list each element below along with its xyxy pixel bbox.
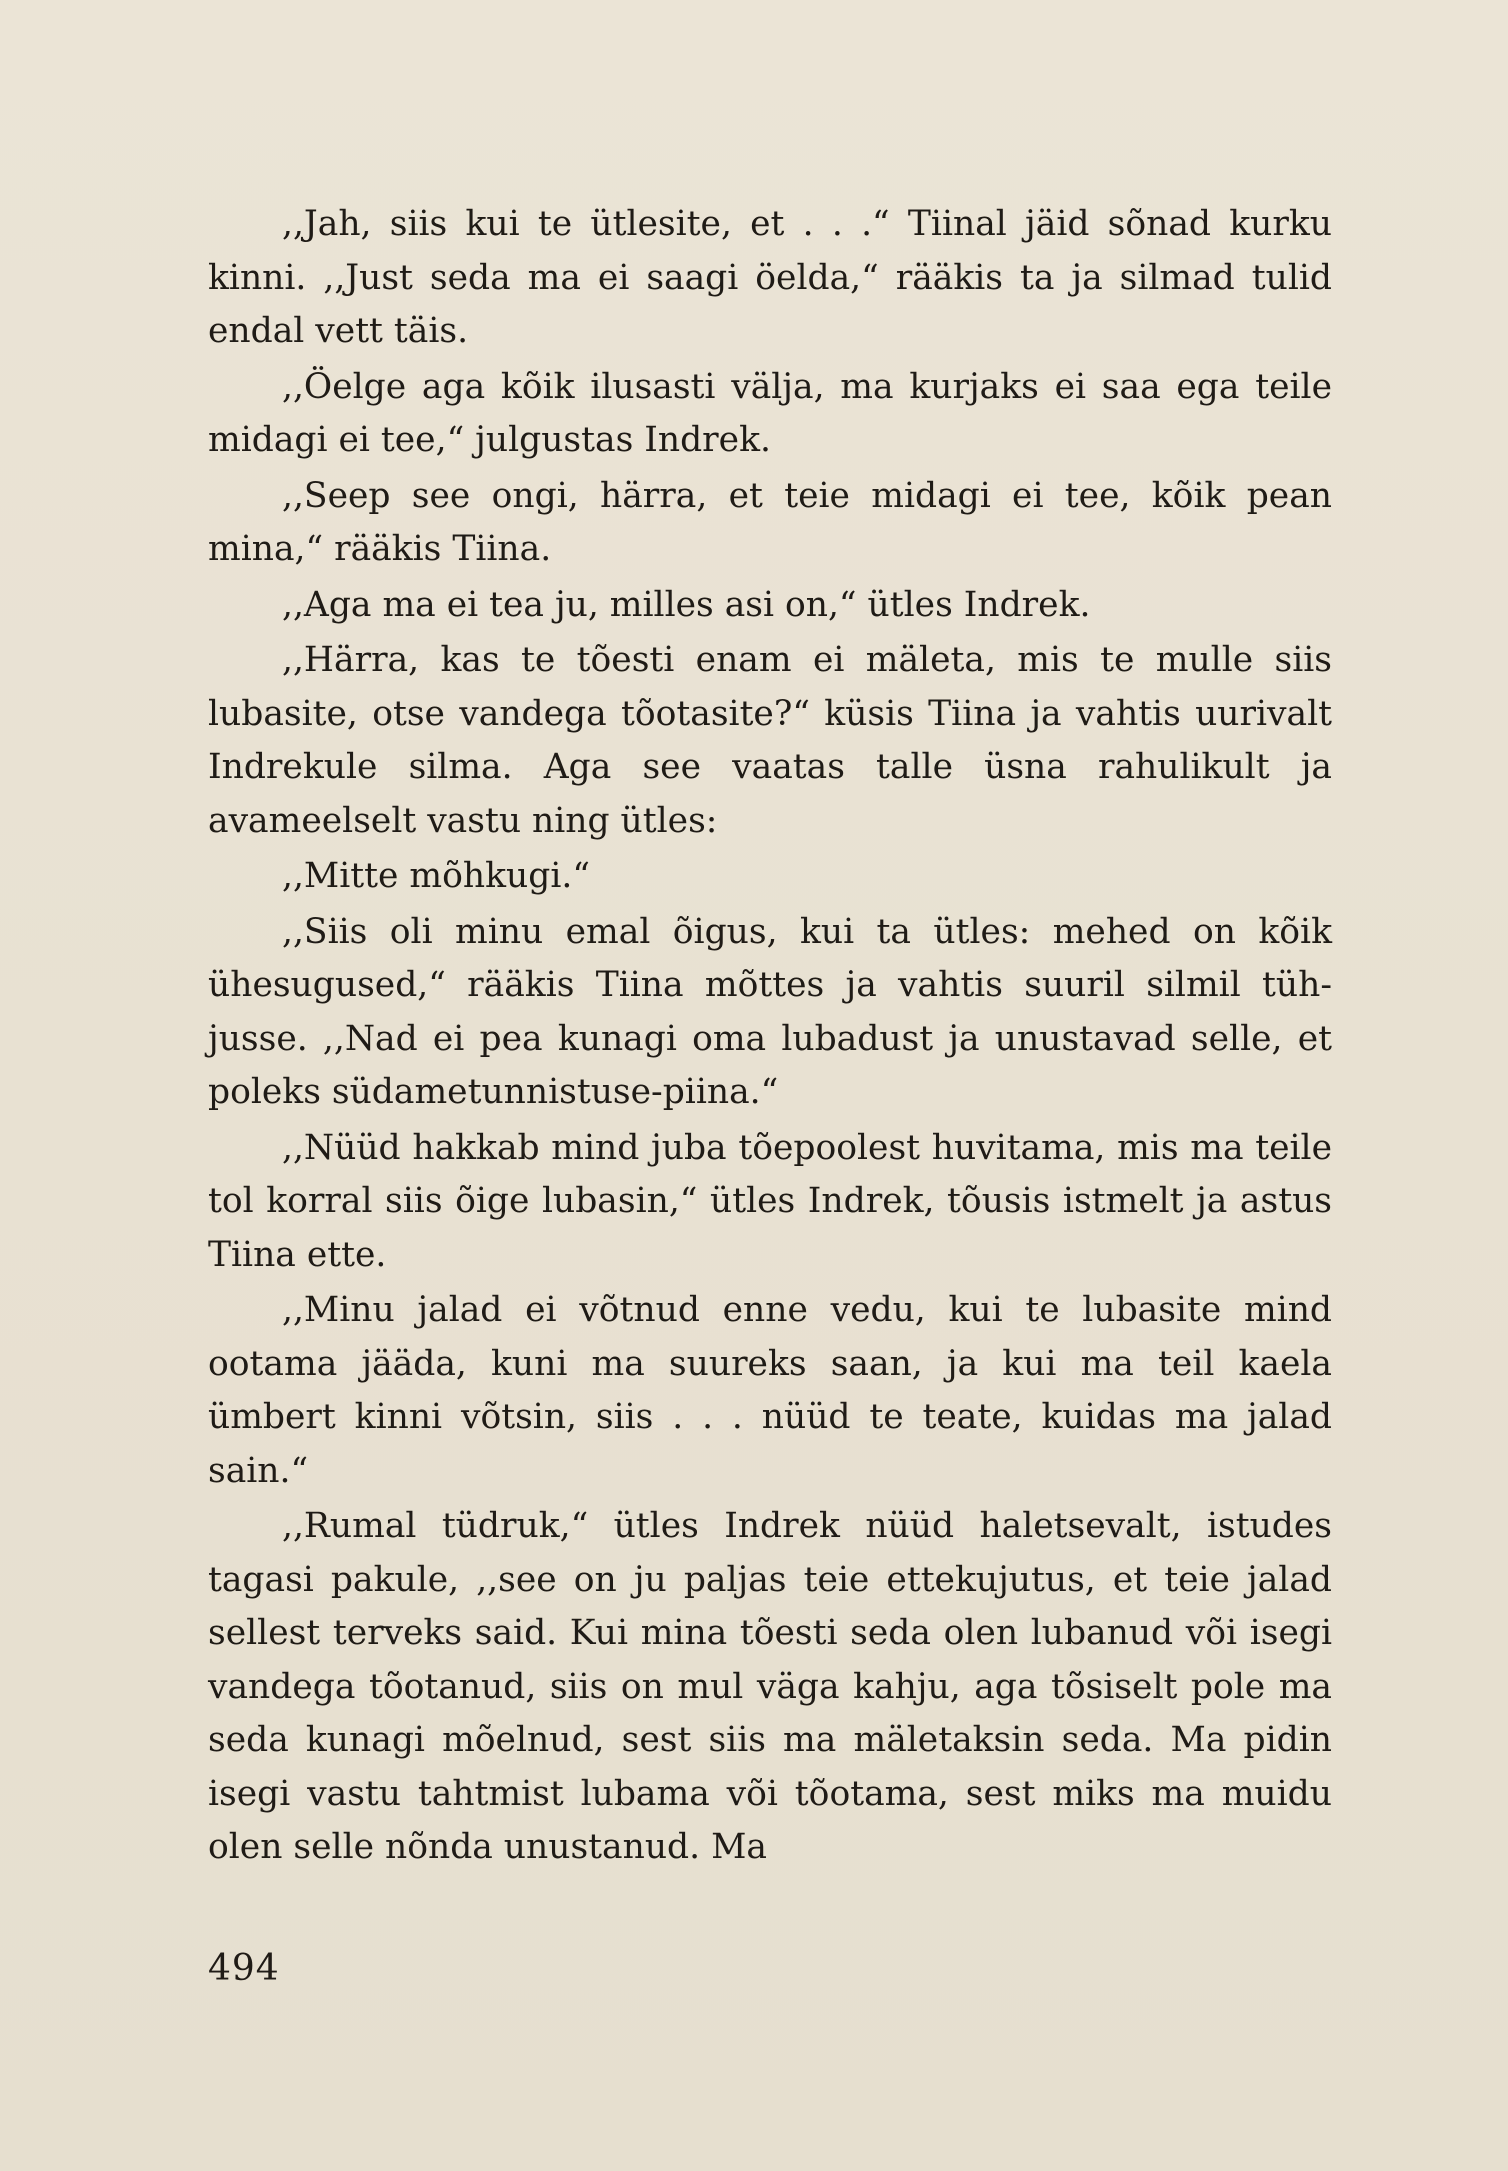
paragraph: ,,Seep see ongi, härra, et teie midagi ei tee, kõik pean mina,“ rääkis Tiina. xyxy=(208,475,1332,569)
page-number: 494 xyxy=(208,1948,280,1989)
paragraph: ,,Nüüd hakkab mind juba tõepoolest huvitama, mis ma teile tol korral siis õige lubasin,“ ütles Indrek, tõusis istmelt ja astus Tiina ette. xyxy=(208,1127,1332,1275)
paragraph: ,,Rumal tüdruk,“ ütles Indrek nüüd haletsevalt, istudes tagasi pakule, ,,see on ju paljas teie ettekujutus, et teie jalad sellest terveks said. Kui mina tõesti seda olen lubanud või isegi vandega tõotanud, siis on mul väga kahju, aga tõsiselt pole ma seda kunagi mõelnud, sest siis ma mäletaksin seda. Ma pidin isegi vastu tahtmist lubama või tõotama, sest miks ma muidu olen selle nõnda unustanud. Ma xyxy=(208,1506,1332,1867)
paragraph: ,,Aga ma ei tea ju, milles asi on,“ ütles Indrek. xyxy=(282,584,1091,625)
paragraph: ,,Härra, kas te tõesti enam ei mäleta, mis te mulle siis lubasite, otse vandega tõotasite?“ küsis Tiina ja vahtis uurivalt Indrekule silma. Aga see vaatas talle üsna rahulikult ja avameelselt vastu ning ütles: xyxy=(208,640,1332,841)
paragraph: ,,Jah, siis kui te ütlesite, et . . .“ Tiinal jäid sõnad kurku kinni. ,,Just seda ma ei saagi öelda,“ rääkis ta ja silmad tulid endal vett täis. xyxy=(208,204,1332,351)
paragraph: ,,Siis oli minu emal õigus, kui ta ütles: mehed on kõik ühesugused,“ rääkis Tiina mõttes ja vahtis suuril silmil tühjusse. ,,Nad ei pea kunagi oma lubadust ja unustavad selle, et poleks südametunnistuse-piina.“ xyxy=(208,911,1332,1112)
paragraph: ,,Öelge aga kõik ilusasti välja, ma kurjaks ei saa ega teile midagi ei tee,“ julgustas Indrek. xyxy=(208,366,1332,460)
paragraph: ,,Mitte mõhkugi.“ xyxy=(282,856,590,896)
body-text xyxy=(208,198,1332,1877)
paragraph: ,,Minu jalad ei võtnud enne vedu, kui te lubasite mind ootama jääda, kuni ma suureks saan, ja kui ma teil kaela ümbert kinni võtsin, siis . . . nüüd te teate, kuidas ma jalad sain.“ xyxy=(208,1290,1332,1491)
